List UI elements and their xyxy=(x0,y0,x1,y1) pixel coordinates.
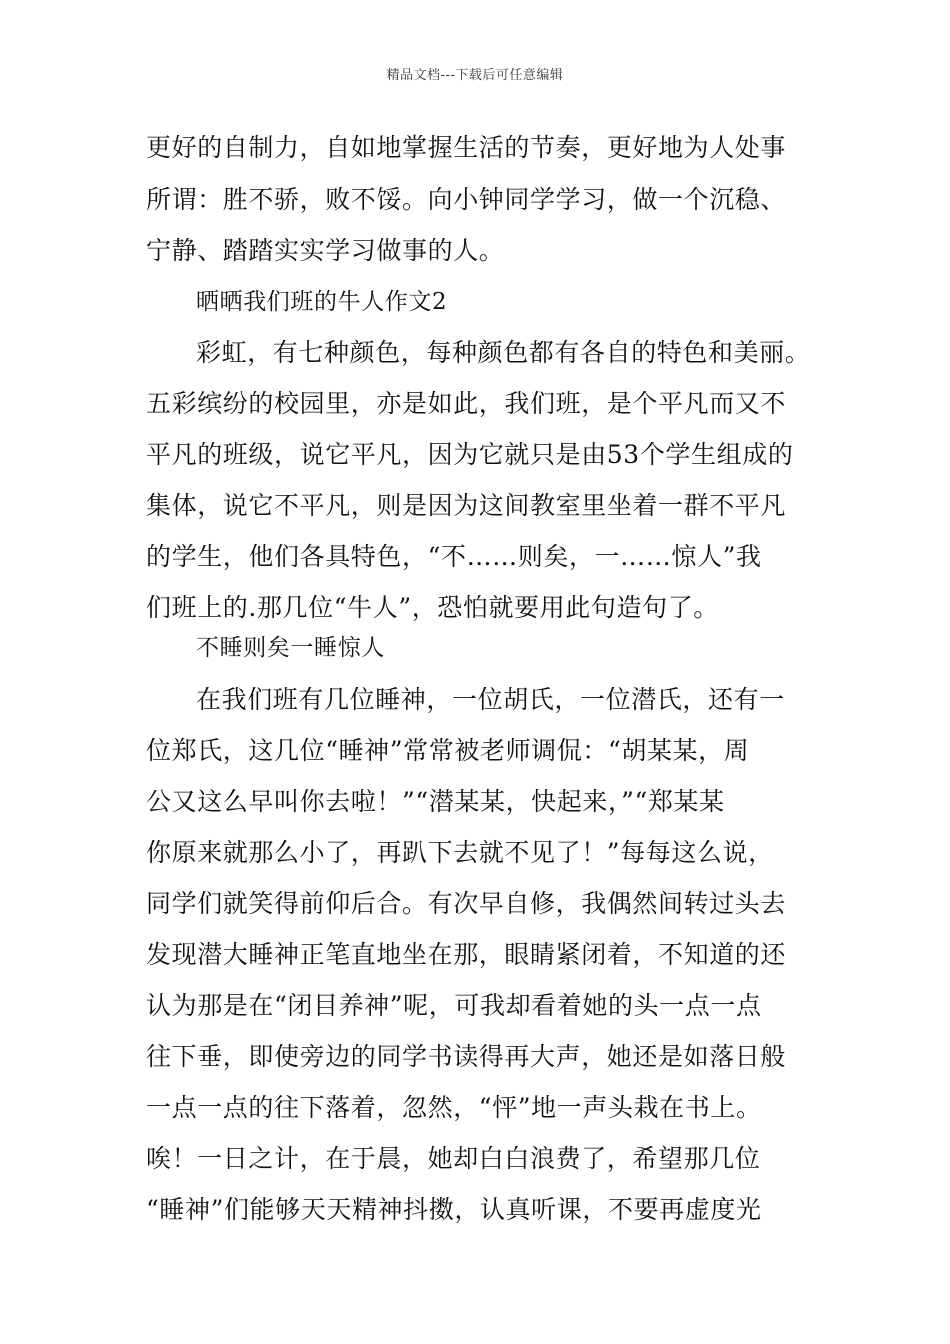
text-line: 集体，说它不平凡，则是因为这间教室里坐着一群不平凡 xyxy=(146,491,787,520)
text-line: 唉！一日之计，在于晨，她却白白浪费了，希望那几位 xyxy=(146,1144,761,1173)
text-line: “睡神”们能够天天精神抖擞，认真听课，不要再虚度光 xyxy=(146,1195,762,1224)
text-line: 你原来就那么小了，再趴下去就不见了！”每每这么说， xyxy=(146,838,774,867)
text-line: 宁静、踏踏实实学习做事的人。 xyxy=(146,236,505,265)
paragraph-start: 彩虹，有七种颜色，每种颜色都有各自的特色和美丽。 xyxy=(196,338,811,367)
text-line: 五彩缤纷的校园里，亦是如此，我们班，是个平凡而又不 xyxy=(146,389,787,418)
page-header: 精品文档---下载后可任意编辑 xyxy=(386,68,564,83)
section-title: 晒晒我们班的牛人作文2 xyxy=(196,289,448,315)
paragraph-start: 在我们班有几位睡神，一位胡氏，一位潜氏，还有一 xyxy=(196,685,785,714)
text-line: 平凡的班级，说它平凡，因为它就只是由53个学生组成的 xyxy=(146,440,794,469)
text-line: 认为那是在“闭目养神”呢，可我却看着她的头一点一点 xyxy=(146,991,762,1020)
text-line: 位郑氏，这几位“睡神”常常被老师调侃：“胡某某，周 xyxy=(146,736,750,765)
text-line: 往下垂，即使旁边的同学书读得再大声，她还是如落日般 xyxy=(146,1042,787,1071)
text-line: 更好的自制力，自如地掌握生活的节奏，更好地为人处事 xyxy=(146,133,787,162)
text-line: 一点一点的往下落着，忽然，“怦”地一声头栽在书上。 xyxy=(146,1093,762,1122)
section-subtitle: 不睡则矣一睡惊人 xyxy=(196,635,385,661)
text-line: 所谓：胜不骄，败不馁。向小钟同学学习，做一个沉稳、 xyxy=(146,185,787,214)
text-line: 公又这么早叫你去啦！”“潜某某，快起来，”“郑某某 xyxy=(146,787,725,816)
text-line: 同学们就笑得前仰后合。有次早自修，我偶然间转过头去 xyxy=(146,889,787,918)
text-line: 发现潜大睡神正笔直地坐在那，眼睛紧闭着，不知道的还 xyxy=(146,940,787,969)
text-line: 的学生，他们各具特色，“不……则矣，一……惊人”我 xyxy=(146,542,762,571)
text-line: 们班上的.那几位“牛人”，恐怕就要用此句造句了。 xyxy=(146,593,719,622)
